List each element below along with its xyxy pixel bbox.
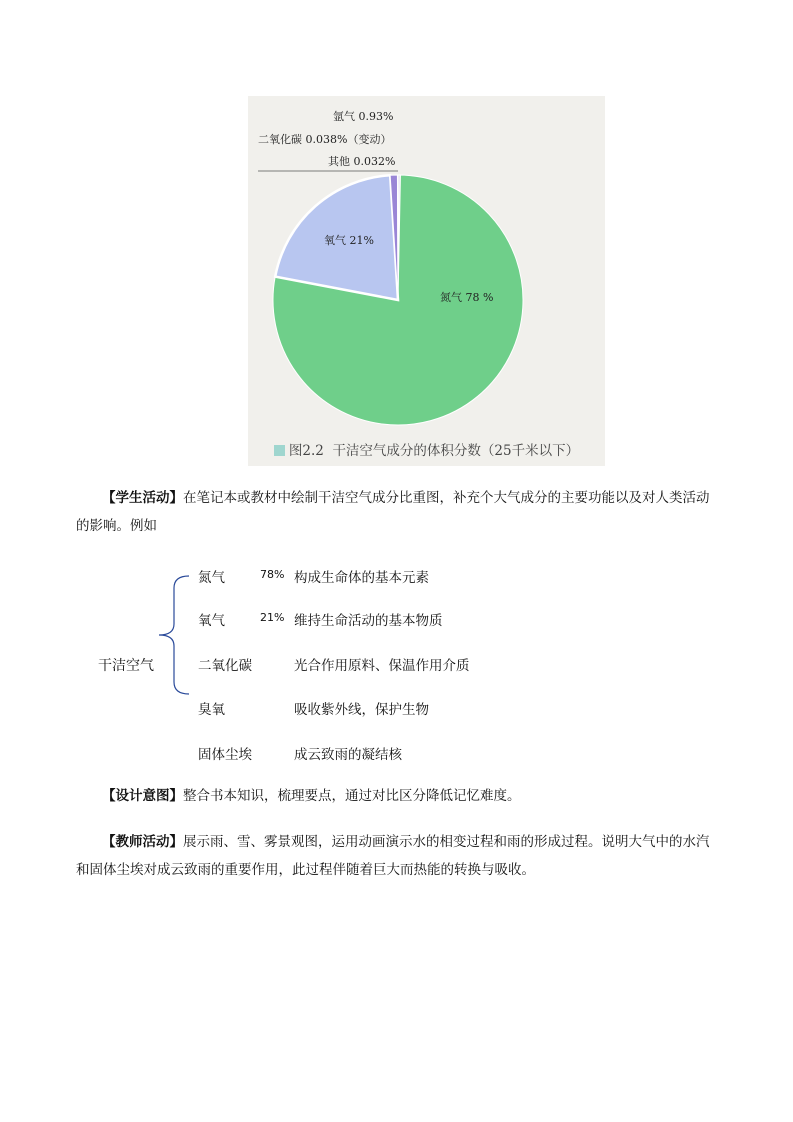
group-label: 干洁空气	[98, 658, 154, 674]
pie-label-oxygen: 氧气 21%	[324, 234, 374, 247]
pie-chart	[248, 96, 605, 466]
student-activity-tag: 【学生活动】	[102, 490, 183, 506]
teacher-activity-paragraph	[76, 828, 720, 884]
row-name: 氧气	[198, 613, 225, 629]
row-desc: 成云致雨的凝结核	[294, 747, 402, 763]
row-name: 二氧化碳	[198, 658, 252, 674]
student-activity-paragraph	[76, 484, 720, 540]
design-intent-paragraph	[76, 782, 720, 810]
teacher-activity-text: 展示雨、雪、雾景观图，运用动画演示水的相变过程和雨的形成过程。说明大气中的水汽和固体尘埃对成云致雨的重要作用，此过程伴随着巨大而热能的转换与吸收。	[76, 834, 710, 878]
teacher-activity-tag: 【教师活动】	[102, 834, 183, 850]
student-activity-text: 在笔记本或教材中绘制干洁空气成分比重图，补充个大气成分的主要功能以及对人类活动的影响。例如	[76, 490, 710, 534]
row-desc: 构成生命体的基本元素	[294, 570, 429, 586]
pie-label-co2: 二氧化碳 0.038%（变动）	[258, 133, 392, 146]
row-pct: 21%	[260, 611, 285, 624]
row-desc: 维持生命活动的基本物质	[294, 613, 443, 629]
caption-text: 干洁空气成分的体积分数（25千米以下）	[332, 443, 580, 459]
row-name: 臭氧	[198, 702, 225, 718]
row-name: 氮气	[198, 570, 225, 586]
figure-caption	[248, 439, 605, 459]
row-desc: 吸收紫外线，保护生物	[294, 702, 429, 718]
curly-brace-icon	[156, 574, 192, 696]
caption-prefix: 图2.2	[288, 443, 324, 459]
caption-square-icon	[274, 445, 285, 456]
design-intent-text: 整合书本知识，梳理要点，通过对比区分降低记忆难度。	[183, 788, 521, 804]
row-desc: 光合作用原料、保温作用介质	[294, 658, 470, 674]
row-pct: 78%	[260, 568, 285, 581]
pie-label-nitrogen: 氮气 78 %	[440, 291, 494, 304]
pie-chart-figure	[248, 96, 605, 466]
design-intent-tag: 【设计意图】	[102, 788, 183, 804]
pie-label-argon: 氩气 0.93%	[333, 110, 394, 123]
row-name: 固体尘埃	[198, 747, 252, 763]
pie-label-other: 其他 0.032%	[328, 155, 396, 168]
